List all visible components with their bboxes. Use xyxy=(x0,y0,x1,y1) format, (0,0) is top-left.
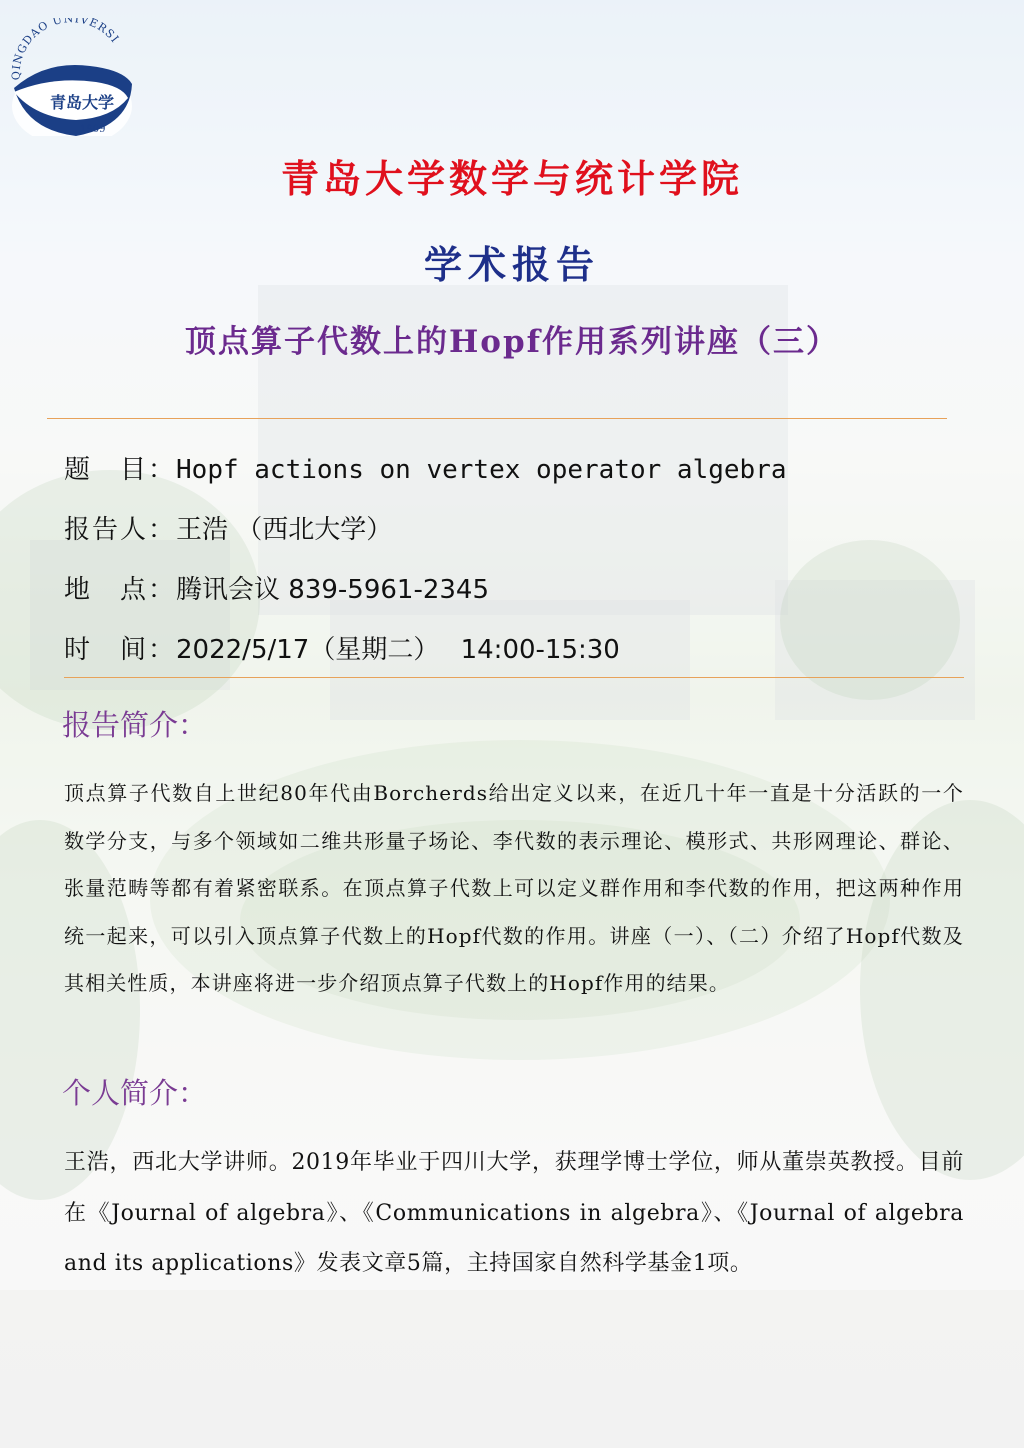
bio-heading: 个人简介： xyxy=(62,1076,208,1110)
speaker-row xyxy=(64,509,392,546)
report-type-title: 学术报告 xyxy=(423,242,600,287)
logo-year: 1909 xyxy=(80,124,106,135)
logo-chinese-name: 青岛大学 xyxy=(50,93,115,112)
svg-text:QINGDAO UNIVERSITY: QINGDAO UNIVERSI xyxy=(9,18,122,81)
venue-row xyxy=(64,569,489,606)
bio-text: 王浩，西北大学讲师。2019年毕业于四川大学，获理学博士学位，师从董崇英教授。目前在《Journal of algebra》、《Communications in algebra》、《Journal of algebra and its applications》发表文章5篇，主持国家自然科学基金1项。 xyxy=(64,1150,964,1276)
abstract-heading: 报告简介： xyxy=(62,708,208,742)
top-divider xyxy=(47,418,947,419)
venue-label: 地 点： xyxy=(64,575,177,605)
school-title: 青岛大学数学与统计学院 xyxy=(280,156,743,201)
abstract-text: 顶点算子代数自上世纪80年代由Borcherds给出定义以来，在近几十年一直是十分活跃的一个数学分支，与多个领域如二维共形量子场论、李代数的表示理论、模形式、共形网理论、群论、张量范畴等都有着紧密联系。在顶点算子代数上可以定义群作用和李代数的作用，把这两种作用统一起来，可以引入顶点算子代数上的Hopf代数的作用。讲座（一）、（二）介绍了Hopf代数及其相关性质，本讲座将进一步介绍顶点算子代数上的Hopf作用的结果。 xyxy=(64,781,964,995)
time-label: 时 间： xyxy=(64,635,177,665)
university-logo xyxy=(6,18,138,136)
venue-value: 腾讯会议 839-5961-2345 xyxy=(176,575,490,605)
time-value: 2022/5/17（星期二） 14:00-15:30 xyxy=(176,635,620,665)
topic-label: 题 目： xyxy=(64,455,177,485)
time-row xyxy=(64,629,620,666)
speaker-label: 报告人： xyxy=(64,515,177,545)
info-divider xyxy=(64,677,964,678)
topic-row xyxy=(64,449,787,486)
speaker-value: 王浩 （西北大学） xyxy=(176,515,393,545)
topic-value: Hopf actions on vertex operator algebra xyxy=(176,455,787,485)
series-title: 顶点算子代数上的Hopf作用系列讲座（三） xyxy=(185,324,839,360)
